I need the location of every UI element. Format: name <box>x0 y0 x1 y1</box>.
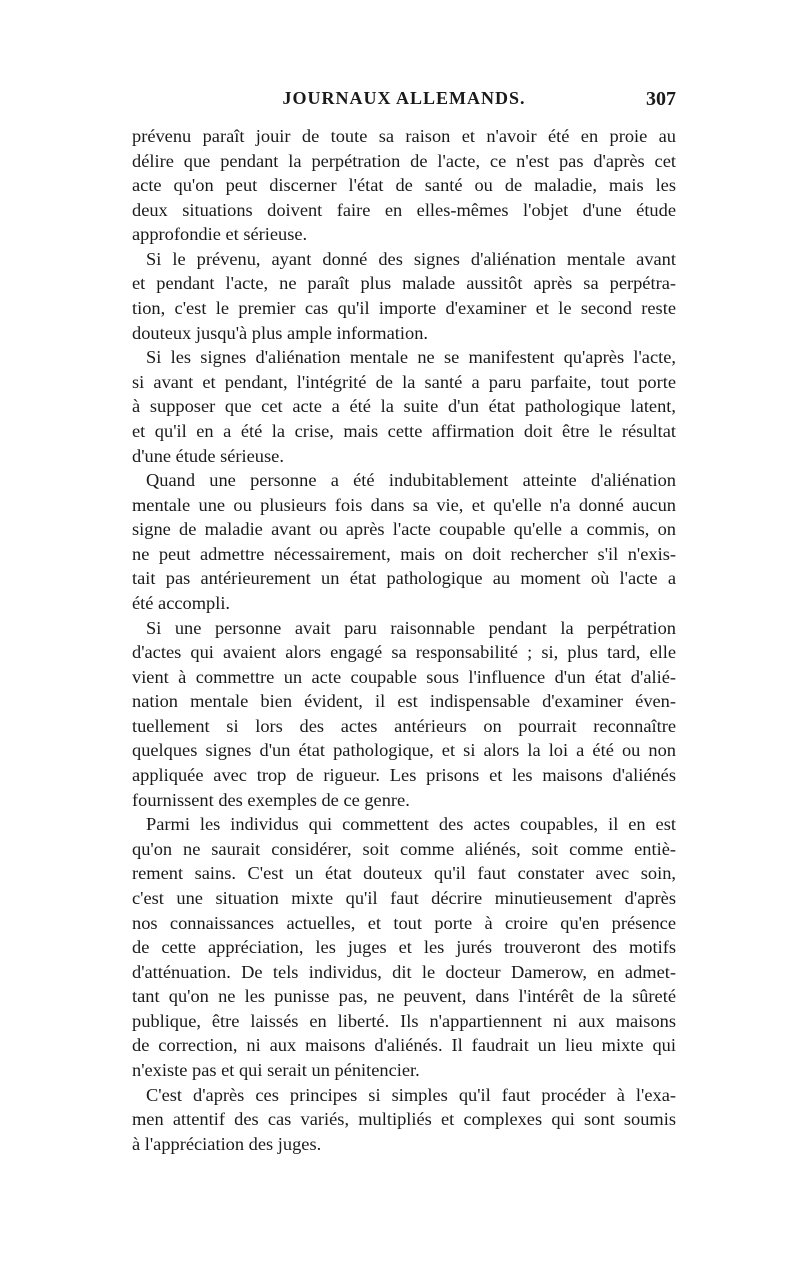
text-line: et pendant l'acte, ne paraît plus malade aussitôt après sa perpétra- <box>132 273 676 294</box>
text-line: publique, être laissés en liberté. Ils n'appartiennent ni aux maisons <box>132 1010 676 1031</box>
text-line: à supposer que cet acte a été la suite d'un état pathologique latent, <box>132 396 676 417</box>
page-number: 307 <box>646 88 676 110</box>
text-line: prévenu paraît jouir de toute sa raison et n'avoir été en proie au <box>132 126 676 146</box>
text-line: c'est une situation mixte qu'il faut décrire minutieusement d'après <box>132 887 676 908</box>
text-line: été accompli. <box>132 592 231 613</box>
body-text <box>132 124 676 1156</box>
text-line: men attentif des cas variés, multipliés et complexes qui sont soumis <box>132 1109 676 1130</box>
text-line: fournissent des exemples de ce genre. <box>132 789 410 810</box>
text-line: vient à commettre un acte coupable sous l'influence d'un état d'alié- <box>132 666 676 687</box>
text-line: d'une étude sérieuse. <box>132 445 284 466</box>
text-line: et qu'il en a été la crise, mais cette affirmation doit être le résultat <box>132 420 676 441</box>
text-line: Si les signes d'aliénation mentale ne se manifestent qu'après l'acte, <box>146 347 676 368</box>
text-line: rement sains. C'est un état douteux qu'il faut constater avec soin, <box>132 863 676 884</box>
text-line: approfondie et sérieuse. <box>132 224 308 245</box>
text-line: délire que pendant la perpétration de l'acte, ce n'est pas d'après cet <box>132 150 676 171</box>
text-line: quelques signes d'un état pathologique, et si alors la loi a été ou non <box>132 740 676 761</box>
text-line: si avant et pendant, l'intégrité de la santé a paru parfaite, tout porte <box>132 371 676 392</box>
text-line: à l'appréciation des juges. <box>132 1133 322 1154</box>
text-line: d'actes qui avaient alors engagé sa responsabilité ; si, plus tard, elle <box>132 642 676 663</box>
text-line: qu'on ne saurait considérer, soit comme aliénés, soit comme entiè- <box>132 838 676 859</box>
text-line: C'est d'après ces principes si simples qu'il faut procéder à l'exa- <box>146 1084 676 1105</box>
text-line: nos connaissances actuelles, et tout porte à croire qu'en présence <box>132 912 676 933</box>
text-line: deux situations doivent faire en elles-mêmes l'objet d'une étude <box>132 199 676 220</box>
text-line: Si le prévenu, ayant donné des signes d'aliénation mentale avant <box>146 248 676 269</box>
text-line: Parmi les individus qui commettent des actes coupables, il en est <box>146 814 676 835</box>
text-line: tion, c'est le premier cas qu'il importe d'examiner et le second reste <box>132 298 676 319</box>
running-title: JOURNAUX ALLEMANDS. <box>282 88 526 108</box>
text-line: appliquée avec trop de rigueur. Les prisons et les maisons d'aliénés <box>132 765 676 786</box>
text-line: mentale une ou plusieurs fois dans sa vie, et qu'elle n'a donné aucun <box>132 494 676 515</box>
text-line: tait pas antérieurement un état pathologique au moment où l'acte a <box>132 568 676 589</box>
text-line: ne peut admettre nécessairement, mais on doit rechercher s'il n'exis- <box>132 543 676 564</box>
text-line: de correction, ni aux maisons d'aliénés. Il faudrait un lieu mixte qui <box>132 1035 676 1056</box>
text-line: tant qu'on ne les punisse pas, ne peuvent, dans l'intérêt de la sûreté <box>132 986 676 1007</box>
text-line: n'existe pas et qui serait un pénitencier. <box>132 1059 420 1080</box>
text-line: Si une personne avait paru raisonnable pendant la perpétration <box>146 617 676 638</box>
text-line: nation mentale bien évident, il est indispensable d'examiner éven- <box>132 691 676 712</box>
text-line: tuellement si lors des actes antérieurs on pourrait reconnaître <box>132 715 676 736</box>
text-line: de cette appréciation, les juges et les jurés trouveront des motifs <box>132 937 676 958</box>
text-line: d'atténuation. De tels individus, dit le docteur Damerow, en admet- <box>132 961 676 982</box>
text-line: signe de maladie avant ou après l'acte coupable qu'elle a commis, on <box>132 519 676 540</box>
text-line: Quand une personne a été indubitablement atteinte d'aliénation <box>146 470 676 491</box>
text-line: acte qu'on peut discerner l'état de santé ou de maladie, mais les <box>132 175 676 196</box>
text-line: douteux jusqu'à plus ample information. <box>132 322 428 343</box>
page-header <box>132 88 676 118</box>
